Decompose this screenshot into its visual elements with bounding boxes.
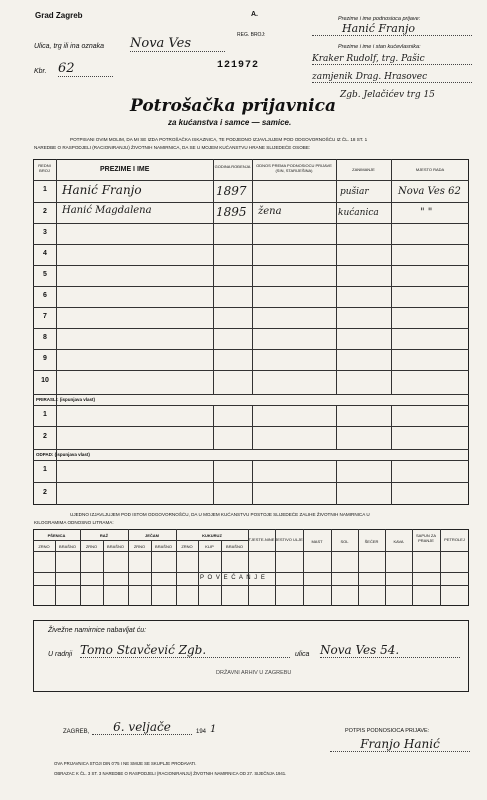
- row-number: 4: [43, 250, 47, 257]
- stock-group-barley: JEČAM: [144, 533, 159, 538]
- row-number: 1: [43, 186, 47, 193]
- arrivals-label: PRIRASLI: (ispunjava vlast): [36, 397, 96, 402]
- person-birth-year: 1897: [216, 184, 247, 198]
- form-letter: A.: [251, 11, 258, 18]
- submitter-value: Hanić Franjo: [312, 22, 472, 36]
- form-subtitle: za kućanstva i samce — samice.: [168, 118, 292, 127]
- departure-row-number: 2: [43, 489, 47, 496]
- signature-value: Franjo Hanić: [330, 737, 470, 752]
- arrival-row-number: 1: [43, 411, 47, 418]
- stock-header-coffee: KAVA: [393, 539, 404, 544]
- row-number: 9: [43, 355, 47, 362]
- signature-label: POTPIS PODNOSIOCA PRIJAVE:: [345, 728, 430, 734]
- city-label: Grad Zagreb: [35, 11, 83, 20]
- person-name: Hanić Franjo: [62, 183, 142, 197]
- header-name: PREZIME I IME: [100, 166, 150, 173]
- row-number: 7: [43, 313, 47, 320]
- regulation-note: OBRAZAC K ČL. 3 ST. 3 NAREDBE O RASPODJELI (RACIONIRANJU) ŽIVOTNIH NAMIRNICA OD 27. SIJEČNJA 1941.: [54, 771, 287, 776]
- stock-group-wheat: PŠENICA: [47, 533, 66, 538]
- stock-header-petroleum: PETROLEJ: [444, 537, 465, 542]
- person-workplace: Nova Ves 62: [398, 186, 461, 197]
- arrival-row-number: 2: [43, 433, 47, 440]
- supplier-street-label: ulica: [295, 651, 310, 658]
- supplier-street-value: Nova Ves 54.: [320, 643, 460, 658]
- stock-subheader: BRAŠNO: [226, 544, 243, 549]
- house-number-value: 62: [58, 61, 113, 77]
- stock-subheader: ZRNO: [181, 544, 193, 549]
- archive-stamp: DRŽAVNI ARHIV U ZAGREBU: [216, 670, 292, 676]
- stock-subheader: ZRNO: [85, 544, 98, 549]
- reg-label: REG. BROJ:: [237, 32, 266, 38]
- stock-header-salt: SOL: [340, 539, 349, 544]
- stock-subheader: BRAŠNO: [59, 544, 76, 549]
- row-number: 3: [43, 229, 47, 236]
- supplier-title: Živežne namirnice nabavljat ću:: [48, 627, 147, 634]
- stock-line-1: UJEDNO IZJAVLJUJEM POD ISTOM ODGOVORNOŠĆU, DA U MOJEM KUĆANSTVU POSTOJE SLIJEDEĆE ZALIHE ŽIVOTNIH NAMIRNICA U: [70, 512, 370, 517]
- form-title: Potrošačka prijavnica: [130, 96, 336, 116]
- stock-header-lard: MAST: [311, 539, 323, 544]
- stock-group-corn: KUKURUZ: [202, 533, 222, 538]
- landlord-line-3: Zgb. Jelačićev trg 15: [340, 90, 435, 100]
- house-number-label: Kbr.: [34, 68, 47, 75]
- year-suffix: 1: [210, 724, 217, 735]
- submitter-label: Prezime i ime podnosioca prijave:: [338, 16, 421, 22]
- intro-line-1: POTPISANI OVIM MOLIM, DA MI SE IZDA POTROŠAČKA ISKAZNICA, TE PODJEDNO IZJAVLJUJEM POD ODGOVORNOŠĆU IZ ČL. 18 ST. 1: [70, 137, 368, 142]
- increase-label: P O V E Ć A N J E: [200, 575, 266, 581]
- landlord-label: Prezime i ime i stan kućevlasnika:: [338, 44, 421, 50]
- row-number: 10: [41, 377, 49, 384]
- stock-subheader: KLIP: [205, 544, 214, 549]
- person-birth-year: 1895: [216, 205, 247, 219]
- supplier-shop-label: U radnji: [48, 651, 73, 658]
- departures-label: ODPAD: (ispunjava vlast): [36, 452, 90, 457]
- row-number: 8: [43, 334, 47, 341]
- price-note: OVA PRIJAVNICA STOJI DIN 0'75 I NE SMIJE SE SKUPLJE PRODAVATI.: [54, 761, 197, 766]
- row-number: 5: [43, 271, 47, 278]
- stock-group-rye: RAŽ: [99, 533, 109, 538]
- person-occupation: pušiar: [340, 187, 369, 197]
- stock-header-soap: SAPUN ZA PRANJE: [415, 533, 436, 543]
- stock-header-pasta: TJESTE-NINE: [248, 537, 275, 542]
- row-number: 6: [43, 292, 47, 299]
- header-ordinal: REDNI BROJ: [38, 163, 51, 173]
- stock-subheader: BRAŠNO: [155, 544, 172, 549]
- header-relation: ODNOS PREMA PODNOSIOCU PRIJAVE (SIN, STARIJEŠINA): [256, 163, 332, 173]
- stock-header-oil: JESTIVO ULJE: [275, 537, 303, 542]
- reg-number: 121972: [217, 60, 260, 71]
- stock-header-sugar: ŠEĆER: [364, 539, 379, 544]
- stock-line-2: KILOGRAMIMA ODNOSNO LITRAMA:: [34, 520, 114, 525]
- year-prefix: 194: [196, 729, 207, 735]
- stock-subheader: BRAŠNO: [107, 544, 124, 549]
- header-birth-year: GODINA ROĐENJA: [214, 164, 251, 169]
- person-occupation: kućanica: [338, 208, 379, 218]
- departure-row-number: 1: [43, 466, 47, 473]
- intro-line-2: NAREDBE O RASPODJELI (RACIONIRANJU) ŽIVOTNIH NAMIRNICA, DA SE U MOJEM KUĆANSTVU HRANE SLIJEDEĆE OSOBE:: [34, 145, 311, 150]
- street-label: Ulica, trg ili ina oznaka: [34, 43, 105, 50]
- supplier-shop-value: Tomo Stavčević Zgb.: [80, 643, 290, 658]
- row-number: 2: [43, 208, 47, 215]
- stock-subheader: ZRNO: [38, 544, 50, 549]
- header-workplace: MJESTO RADA: [415, 167, 445, 172]
- person-relation: žena: [258, 206, 282, 217]
- street-value: Nova Ves: [130, 36, 225, 52]
- person-workplace: " ": [420, 207, 433, 218]
- header-occupation: ZANIMANJE: [352, 167, 375, 172]
- place-label: ZAGREB,: [63, 729, 90, 735]
- stock-subheader: ZRNO: [133, 544, 146, 549]
- landlord-line-1: Kraker Rudolf, trg. Pašic: [312, 54, 472, 65]
- landlord-line-2: zamjenik Drag. Hrasovec: [312, 72, 472, 83]
- date-value: 6. veljače: [92, 720, 192, 735]
- person-name: Hanić Magdalena: [62, 205, 152, 216]
